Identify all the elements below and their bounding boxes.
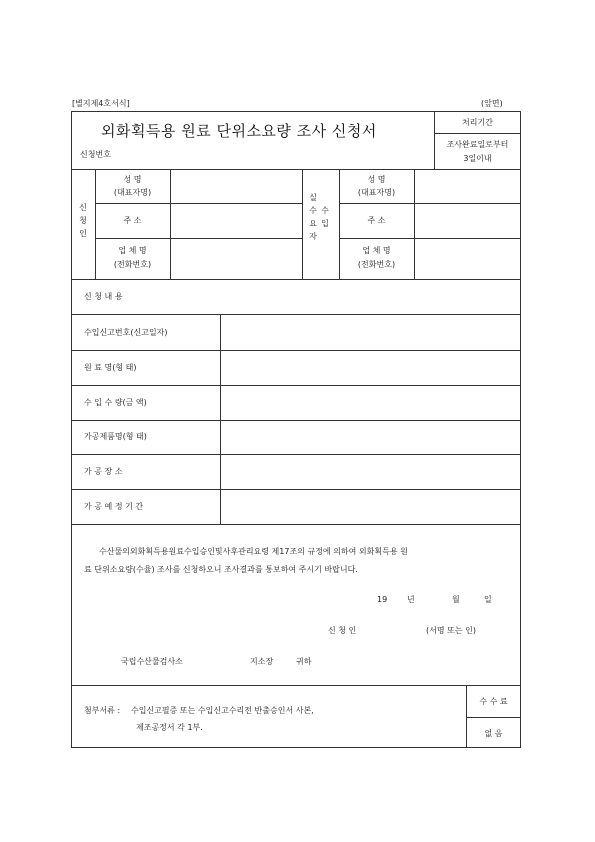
applicant-address-field[interactable] <box>171 204 301 238</box>
row-field-material-name[interactable] <box>221 351 520 385</box>
user-name-sub: (대표자명) <box>357 188 396 197</box>
form-number: [별지제4호서식] <box>72 99 130 108</box>
application-number-label: 신청번호 <box>80 150 111 159</box>
fee-value: 없 음 <box>484 729 503 738</box>
user-section-label2: 수입 <box>321 206 329 228</box>
recipient-suffix: 귀하 <box>296 657 312 666</box>
recipient-office: 국립수산물검사소 <box>121 657 183 666</box>
fee-label: 수 수 료 <box>479 697 508 706</box>
attachments-label: 첨부서류 : <box>84 706 121 715</box>
row-label-import-quantity: 수 입 수 량(금 액) <box>84 398 147 407</box>
user-name-label: 성 명 <box>367 175 386 184</box>
row-label-material-name: 원 료 명(형 태) <box>84 363 137 372</box>
row-field-import-quantity[interactable] <box>221 386 520 420</box>
signature-field[interactable] <box>368 620 420 636</box>
row-line-6 <box>71 524 521 525</box>
row-field-processing-period[interactable] <box>221 490 520 524</box>
processing-line1: 조사완료일로부터 <box>446 140 509 149</box>
applicant-name-field[interactable] <box>171 170 301 203</box>
user-company-sub: (전화번호) <box>357 260 396 269</box>
date-year-prefix: 19 <box>377 595 388 604</box>
applicant-company-label: 업 체 명 <box>118 246 147 255</box>
user-section-line <box>302 169 303 279</box>
form-title: 외화획득용 원료 단위소요량 조사 신청서 <box>101 122 377 140</box>
processing-label: 처리기간 <box>462 118 493 127</box>
user-company-field[interactable] <box>415 239 520 278</box>
date-month: 월 <box>452 595 460 604</box>
row-label-processing-period: 가 공 예 정 기 간 <box>84 502 144 511</box>
row-label-processing-place: 가 공 장 소 <box>84 467 123 476</box>
row-label-import-number: 수입신고번호(신고일자) <box>84 328 168 337</box>
processing-line <box>434 133 521 134</box>
user-address-label: 주 소 <box>367 216 386 225</box>
applicant-address-label: 주 소 <box>123 216 142 225</box>
signature-label: 신 청 인 <box>328 626 357 635</box>
date-day: 일 <box>484 595 492 604</box>
statement-line2: 료 단위소요량(수율) 조사를 신청하오니 조사결과를 통보하여 주시기 바랍니다. <box>84 565 358 574</box>
row-field-processing-place[interactable] <box>221 455 520 489</box>
user-company-label: 업 체 명 <box>362 246 391 255</box>
applicant-company-field[interactable] <box>171 239 301 278</box>
content-top-line <box>71 279 521 280</box>
row-field-import-number[interactable] <box>221 315 520 350</box>
date-year: 년 <box>407 595 415 604</box>
attachments-line2: 제조공정서 각 1부. <box>136 723 203 732</box>
recipient-title: 지소장 <box>250 657 274 666</box>
form-side: (앞면) <box>481 99 503 108</box>
user-section-label: 실수요자 <box>309 193 317 241</box>
row-label-product-name: 가공제품명(형 태) <box>84 432 147 441</box>
applicant-name-sub: (대표자명) <box>113 188 152 197</box>
row-field-product-name[interactable] <box>221 421 520 454</box>
applicant-name-label: 성 명 <box>123 175 142 184</box>
statement-line1: 수산물의외화획득용원료수입승인및사후관리요령 제17조의 규정에 의하여 외화획득용 원 <box>99 547 408 556</box>
applicant-company-sub: (전화번호) <box>113 260 152 269</box>
attachments-line1: 수입신고필증 또는 수입신고수리전 반출승인서 사본, <box>131 706 314 715</box>
user-name-field[interactable] <box>415 170 520 203</box>
content-heading: 신 청 내 용 <box>84 292 123 301</box>
processing-line2: 3일이내 <box>463 154 492 163</box>
signature-note: (서명 또는 인) <box>426 626 476 635</box>
applicant-section-label: 신청인 <box>79 203 87 238</box>
attachment-top-line <box>71 685 521 686</box>
user-address-field[interactable] <box>415 204 520 238</box>
fee-line <box>466 717 521 718</box>
